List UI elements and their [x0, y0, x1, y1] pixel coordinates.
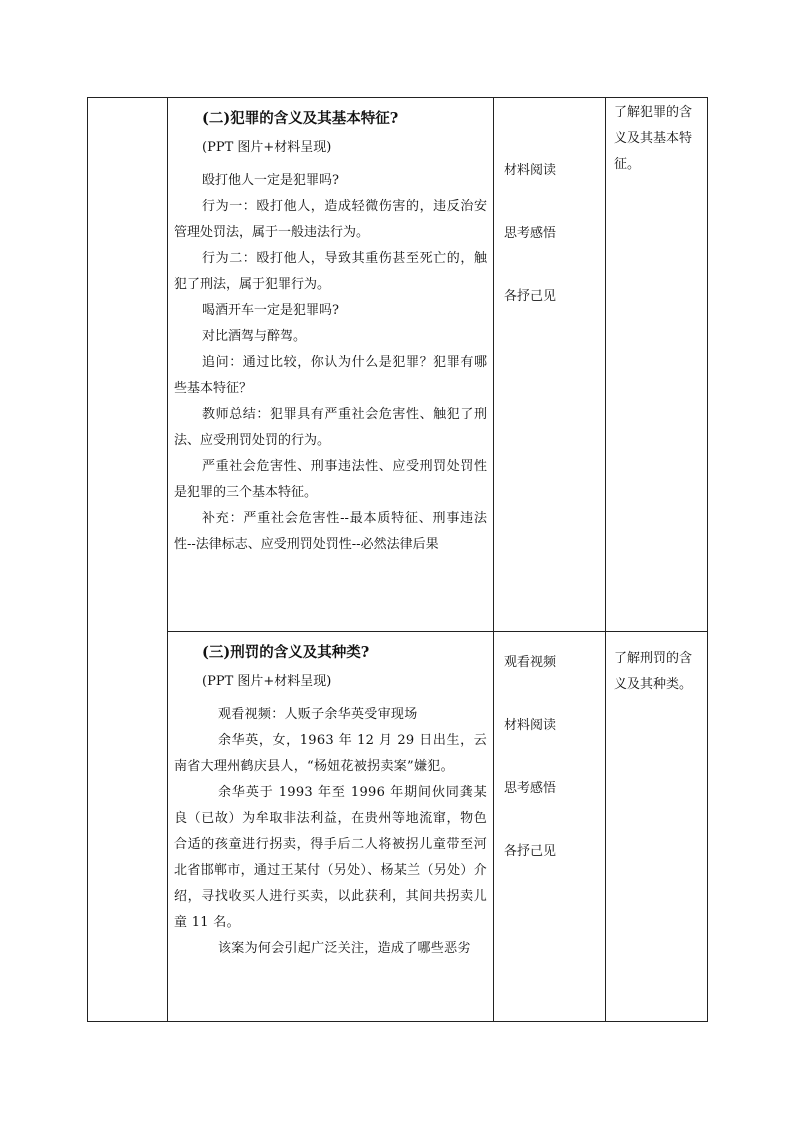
paragraph: 该案为何会引起广泛关注，造成了哪些恶劣 [218, 941, 471, 956]
paragraph: 殴打他人一定是犯罪吗? [202, 173, 339, 188]
paragraph: 余华英于 1993 年至 1996 年期间伙同龚某良（已故）为牟取非法利益，在贵州等地流窜，物色合适的孩童进行拐卖，得手后二人将被拐儿童带至河北省邯郸市，通过王某付（另处）、杨某兰（另处）介绍，寻找收买人进行买卖，以此获利，其间共拐卖儿童 11 名。 [174, 785, 487, 930]
content-cell [168, 98, 494, 632]
activity-item: 思考感悟 [504, 781, 557, 796]
activity-item: 材料阅读 [504, 163, 557, 178]
content-cell [168, 632, 494, 1022]
paragraph: 追问：通过比较，你认为什么是犯罪？犯罪有哪些基本特征？ [174, 355, 487, 396]
paragraph: 余华英，女，1963 年 12 月 29 日出生，云南省大理州鹤庆县人，“杨妞花被拐卖案”嫌犯。 [174, 733, 487, 774]
lesson-plan-table [87, 97, 708, 1022]
activity-item: 各抒己见 [504, 844, 557, 859]
paragraph: 对比酒驾与醉驾。 [202, 329, 307, 344]
table-row [88, 632, 708, 1022]
paragraph: 行为一：殴打他人，造成轻微伤害的，违反治安管理处罚法，属于一般违法行为。 [174, 199, 487, 240]
activity-item: 材料阅读 [504, 718, 557, 733]
activity-item: 观看视频 [504, 655, 557, 670]
goal-text: 了解刑罚的含义及其种类。 [614, 651, 693, 692]
activity-item: 各抒己见 [504, 289, 557, 304]
paragraph: 严重社会危害性、刑事违法性、应受刑罚处罚性是犯罪的三个基本特征。 [174, 459, 487, 500]
goal-cell [606, 632, 708, 1022]
paragraph: 补充：严重社会危害性--最本质特征、刑事违法性--法律标志、应受刑罚处罚性--必然法律后果 [174, 511, 487, 552]
goal-text: 了解犯罪的含义及其基本特征。 [614, 105, 693, 172]
paragraph: 行为二：殴打他人，导致其重伤甚至死亡的，触犯了刑法，属于犯罪行为。 [174, 251, 487, 292]
paragraph: 观看视频：人贩子余华英受审现场 [218, 707, 418, 722]
table-row [88, 98, 708, 632]
goal-cell [606, 98, 708, 632]
source-note: (PPT 图片+材料呈现) [202, 674, 332, 689]
paragraph: 教师总结：犯罪具有严重社会危害性、触犯了刑法、应受刑罚处罚的行为。 [174, 407, 487, 448]
activity-cell [494, 632, 606, 1022]
activity-cell [494, 98, 606, 632]
empty-column-cell [88, 98, 168, 1022]
section-heading: (三)刑罚的含义及其种类? [202, 644, 370, 661]
section-heading: (二)犯罪的含义及其基本特征? [202, 110, 399, 127]
activity-item: 思考感悟 [504, 226, 557, 241]
source-note: (PPT 图片+材料呈现) [202, 140, 332, 155]
paragraph: 喝酒开车一定是犯罪吗? [202, 303, 339, 318]
